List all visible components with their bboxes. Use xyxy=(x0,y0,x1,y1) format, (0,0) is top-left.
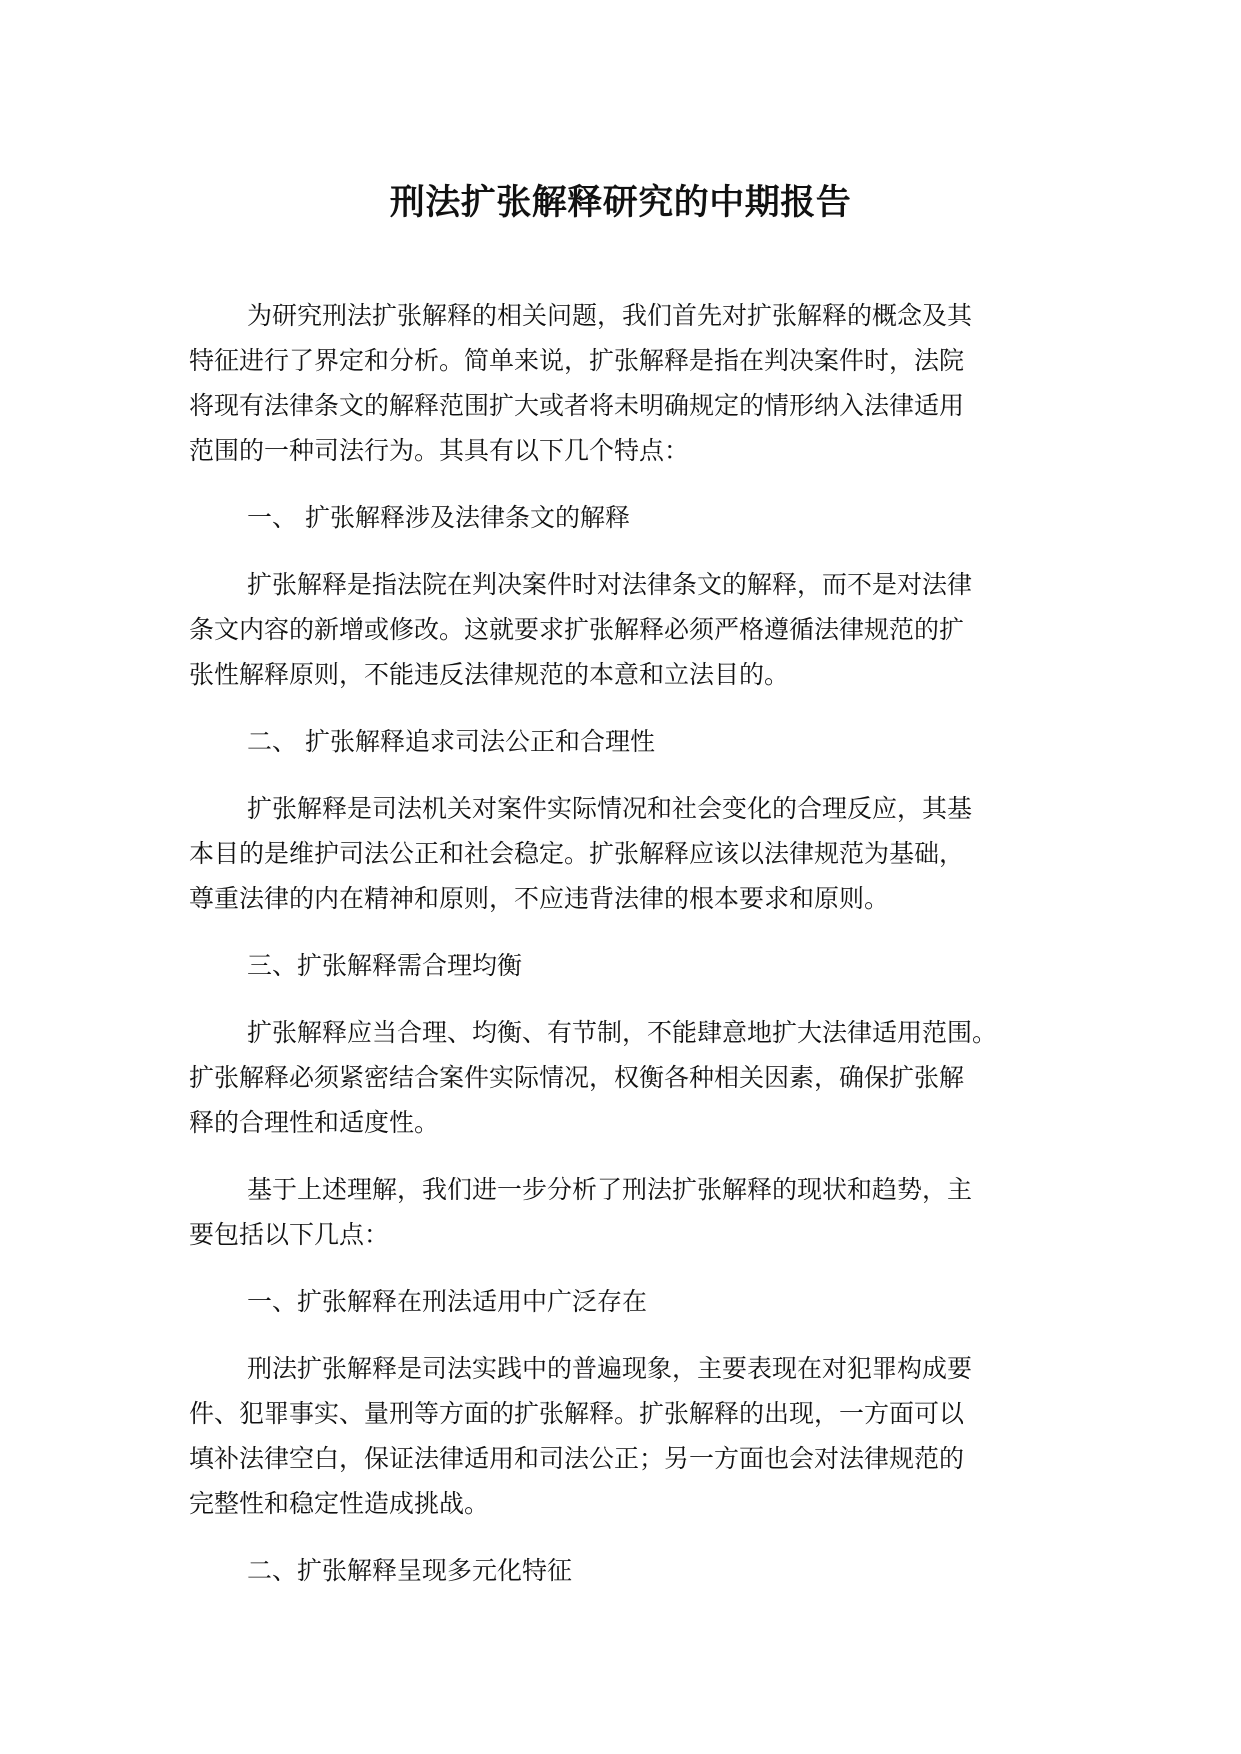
document-title: 刑法扩张解释研究的中期报告 xyxy=(389,183,852,223)
paragraph-line: 特征进行了界定和分析。简单来说，扩张解释是指在判决案件时，法院 xyxy=(189,346,965,375)
paragraph-line: 刑法扩张解释是司法实践中的普遍现象，主要表现在对犯罪构成要 xyxy=(247,1354,973,1383)
paragraph-line: 本目的是维护司法公正和社会稳定。扩张解释应该以法律规范为基础， xyxy=(189,839,965,868)
body-paragraph xyxy=(189,562,1051,697)
paragraph-line: 扩张解释必须紧密结合案件实际情况，权衡各种相关因素，确保扩张解 xyxy=(189,1063,965,1092)
paragraph-line: 将现有法律条文的解释范围扩大或者将未明确规定的情形纳入法律适用 xyxy=(189,391,965,420)
body-paragraph xyxy=(189,1167,1051,1257)
paragraph-line: 件、犯罪事实、量刑等方面的扩张解释。扩张解释的出现，一方面可以 xyxy=(189,1399,965,1428)
paragraph-line: 填补法律空白，保证法律适用和司法公正；另一方面也会对法律规范的 xyxy=(189,1444,965,1473)
paragraph-line: 扩张解释是司法机关对案件实际情况和社会变化的合理反应，其基 xyxy=(247,794,973,823)
section-heading: 一、 扩张解释涉及法律条文的解释 xyxy=(247,503,630,532)
body-paragraph xyxy=(189,786,1051,921)
paragraph-line: 条文内容的新增或修改。这就要求扩张解释必须严格遵循法律规范的扩 xyxy=(189,615,965,644)
body-paragraph xyxy=(189,1346,1051,1526)
section-heading: 二、扩张解释呈现多元化特征 xyxy=(247,1556,573,1585)
paragraph-line: 释的合理性和适度性。 xyxy=(189,1108,440,1137)
paragraph-line: 尊重法律的内在精神和原则，不应违背法律的根本要求和原则。 xyxy=(189,884,890,913)
paragraph-line: 张性解释原则，不能违反法律规范的本意和立法目的。 xyxy=(189,660,790,689)
paragraph-line: 扩张解释应当合理、均衡、有节制，不能肆意地扩大法律适用范围。 xyxy=(247,1018,998,1047)
paragraph-line: 范围的一种司法行为。其具有以下几个特点： xyxy=(189,436,690,465)
document-body xyxy=(189,293,1051,1615)
section-heading: 三、扩张解释需合理均衡 xyxy=(247,951,523,980)
section-heading: 二、 扩张解释追求司法公正和合理性 xyxy=(247,727,655,756)
paragraph-line: 扩张解释是指法院在判决案件时对法律条文的解释，而不是对法律 xyxy=(247,570,973,599)
paragraph-line: 要包括以下几点： xyxy=(189,1220,390,1249)
paragraph-line: 完整性和稳定性造成挑战。 xyxy=(189,1489,490,1518)
body-paragraph xyxy=(189,293,1051,473)
paragraph-line: 基于上述理解，我们进一步分析了刑法扩张解释的现状和趋势，主 xyxy=(247,1175,973,1204)
body-paragraph xyxy=(189,1010,1051,1145)
paragraph-line: 为研究刑法扩张解释的相关问题，我们首先对扩张解释的概念及其 xyxy=(247,301,973,330)
section-heading: 一、扩张解释在刑法适用中广泛存在 xyxy=(247,1287,648,1316)
